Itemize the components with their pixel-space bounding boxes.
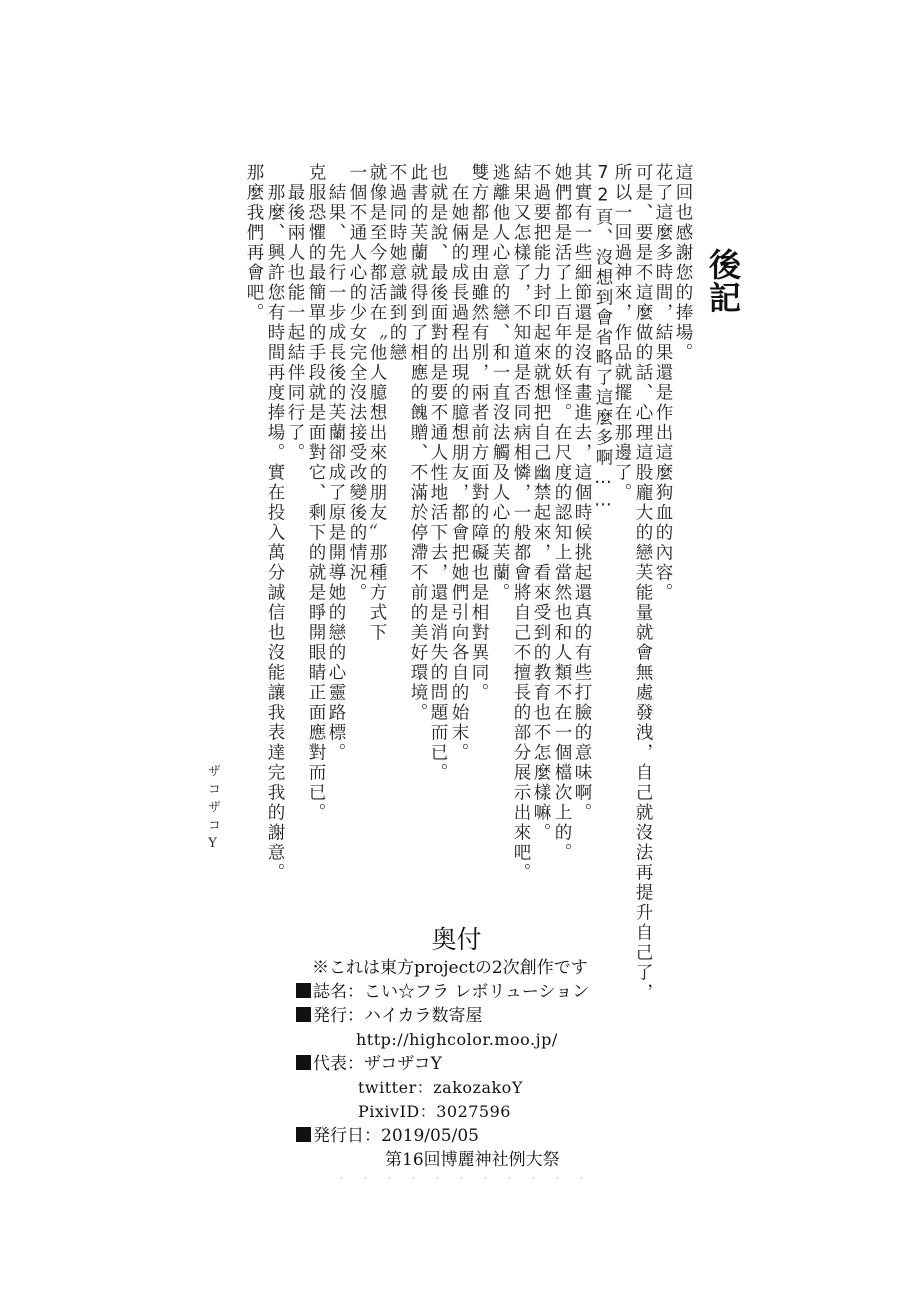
author-signature: ザコザコY bbox=[205, 764, 220, 856]
afterword-column: 可是、要是不這麼做的話、心理這股龐大的戀芙能量就會無處發洩，自己就沒法再提升自己了， bbox=[633, 163, 653, 1003]
event-name: 第16回博麗神社例大祭 bbox=[385, 1150, 560, 1170]
afterword-column: 不過要把能力封印起來就想把自己幽禁起來，看來受到的教育也不怎麼樣嘛。 bbox=[531, 163, 551, 843]
afterword-column: 72頁、沒想到會省略了這麼多啊…… bbox=[593, 163, 613, 513]
colophon-representative-label: 代表：ザコザコY bbox=[313, 1054, 442, 1074]
publisher-url[interactable]: http://highcolor.moo.jp/ bbox=[356, 1030, 558, 1049]
colophon-entry-date bbox=[296, 1125, 479, 1147]
afterword-column: 其實有一些細節還是沒有畫進去，這個時候挑起還真的有些打臉的意味啊。 bbox=[572, 163, 592, 823]
afterword-column: 此書的芙蘭就得到了相應的餽贈、不滿於停滯不前的美好環境。 bbox=[408, 163, 428, 723]
twitter-handle: twitter：zakozakoY bbox=[358, 1078, 523, 1097]
afterword-column: 一個不通人心的少女完全沒法接受改變後的情況。 bbox=[347, 163, 367, 603]
afterword-column: 那麼我們再會吧。 bbox=[244, 163, 264, 323]
afterword-column: 也就是說、最後面對的是要不通人性地活下去，還是消失的問題而已。 bbox=[428, 163, 448, 783]
bullet-square-icon bbox=[296, 983, 311, 998]
colophon-date-label: 発行日：2019/05/05 bbox=[313, 1126, 479, 1146]
afterword-column: 就像是至今都活在〝他人臆想出來的朋友〞那種方式下 bbox=[367, 163, 387, 643]
afterword-column: 最後兩人也能一起結伴同行了。 bbox=[285, 183, 305, 463]
colophon-entry-title bbox=[296, 981, 589, 1003]
afterword-column: 她們都是活了上百年的妖怪。在尺度的認知上當然也和人類不在一個檔次上的。 bbox=[552, 163, 572, 863]
afterword-column: 花了這麼多時間，結果還是作出這麼狗血的內容。 bbox=[653, 163, 673, 603]
colophon-entry-representative bbox=[296, 1053, 442, 1075]
afterword-column: 不過同時她意識到的戀 bbox=[387, 163, 407, 363]
afterword-column: 逃離他人心意的戀、和一直沒法觸及人心的芙蘭。 bbox=[490, 163, 510, 603]
bullet-square-icon bbox=[296, 1007, 311, 1022]
afterword-column: 這回也感謝您的捧場。 bbox=[673, 163, 693, 363]
afterword-column: 所以一回過神來，作品就擺在那邊了。 bbox=[612, 163, 632, 503]
colophon-entry-publisher bbox=[296, 1005, 483, 1027]
afterword-column: 結果、先行一步成長後的芙蘭卻成了原是開導她的戀的心靈路標。 bbox=[326, 183, 346, 763]
colophon-title-label: 誌名：こい☆フラ レボリューション bbox=[313, 982, 590, 1002]
afterword-column: 結果又怎樣了，不知道是否同病相憐，一般都會將自己不擅長的部分展示出來吧。 bbox=[511, 163, 531, 883]
pixiv-id: PixivID：3027596 bbox=[358, 1102, 511, 1121]
afterword-column: 雙方都是理由雖然有別，兩者前方面對的障礙也是相對異同。 bbox=[469, 163, 489, 703]
faded-text-artifact bbox=[340, 1177, 600, 1179]
afterword-title: 後記 bbox=[704, 248, 742, 314]
bullet-square-icon bbox=[296, 1127, 311, 1142]
afterword-column: 那麼、興許您有時間再度捧場。實在投入萬分誠信也沒能讓我表達完我的謝意。 bbox=[265, 183, 285, 883]
colophon-note: ※これは東方projectの2次創作です bbox=[312, 958, 588, 978]
afterword-column: 在她倆的成長過程出現的臆想朋友，都會把她們引向各自的始末。 bbox=[449, 183, 469, 763]
bullet-square-icon bbox=[296, 1055, 311, 1070]
colophon-title: 奥付 bbox=[431, 925, 482, 954]
colophon-publisher-label: 発行：ハイカラ数寄屋 bbox=[313, 1006, 483, 1026]
afterword-column: 克服恐懼的最簡單的手段就是面對它、剩下的就是睜開眼睛正面應對而已。 bbox=[306, 163, 326, 823]
